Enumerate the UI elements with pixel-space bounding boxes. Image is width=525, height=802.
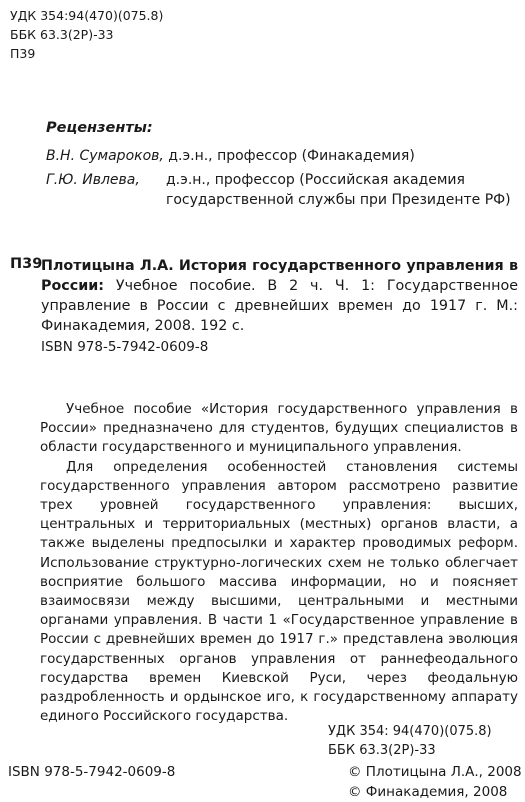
reviewers-heading: Рецензенты: (46, 120, 153, 136)
abstract-paragraph: Для определения особенностей становления системы государственного управления автором рассмотрено развитие трех уровней государственного управления: высших, центральных и территориальных (местных) органов власти, а также выделены предпосылки и характер проводимых реформ. Использование структурно-логических схем не только облегчает восприятие большого массива информации, но и поясняет взаимосвязи между высшими, центральными и местными органами управления. В части 1 «Государственное управление в России с древнейших времен до 1917 г.» представлена эволюция государственных органов управления от раннефеодального государства времен Киевской Руси, через феодальную раздробленность и ордынское иго, к государственному аппарату единого Российского государства. (40, 458, 518, 725)
copyright-author: © Плотицына Л.А., 2008 (348, 764, 522, 780)
abstract-paragraph: Учебное пособие «История государственного управления в России» предназначено для студентов, будущих специалистов в области государственного и муниципального управления. (40, 401, 518, 456)
abstract (40, 400, 518, 726)
author-mark-code: П39 (10, 46, 36, 61)
footer-bbk: ББК 63.3(2Р)-33 (328, 743, 436, 758)
reviewer-2-details-continued: государственной службы при Президенте РФ) (166, 192, 511, 208)
catalog-author-title: Плотицына Л.А. История государственного управления в России: (41, 258, 518, 294)
footer-codes (328, 722, 492, 760)
copyright-block (348, 762, 522, 802)
footer-isbn: ISBN 978-5-7942-0609-8 (8, 764, 176, 780)
bbk-code: ББК 63.3(2Р)-33 (10, 27, 114, 42)
reviewer-2-name: Г.Ю. Ивлева, (46, 172, 140, 188)
catalog-entry (41, 256, 518, 336)
reviewer-1 (46, 148, 415, 164)
catalog-isbn: ISBN 978-5-7942-0609-8 (41, 339, 209, 355)
reviewer-1-name: В.Н. Сумароков, (46, 148, 164, 164)
reviewer-2-details: д.э.н., профессор (Российская академия (166, 172, 465, 188)
udk-code: УДК 354:94(470)(075.8) (10, 8, 164, 23)
catalog-code: П39 (10, 256, 43, 272)
reviewer-2 (46, 172, 465, 188)
catalog-description: Учебное пособие. В 2 ч. Ч. 1: Государственное управление в России с древнейших времен до 1917 г. М.: Финакадемия, 2008. 192 с. (41, 278, 518, 334)
footer-udk: УДК 354: 94(470)(075.8) (328, 724, 492, 739)
reviewer-1-details: д.э.н., профессор (Финакадемия) (163, 148, 415, 164)
classification-block (10, 6, 163, 63)
copyright-publisher: © Финакадемия, 2008 (348, 784, 508, 800)
